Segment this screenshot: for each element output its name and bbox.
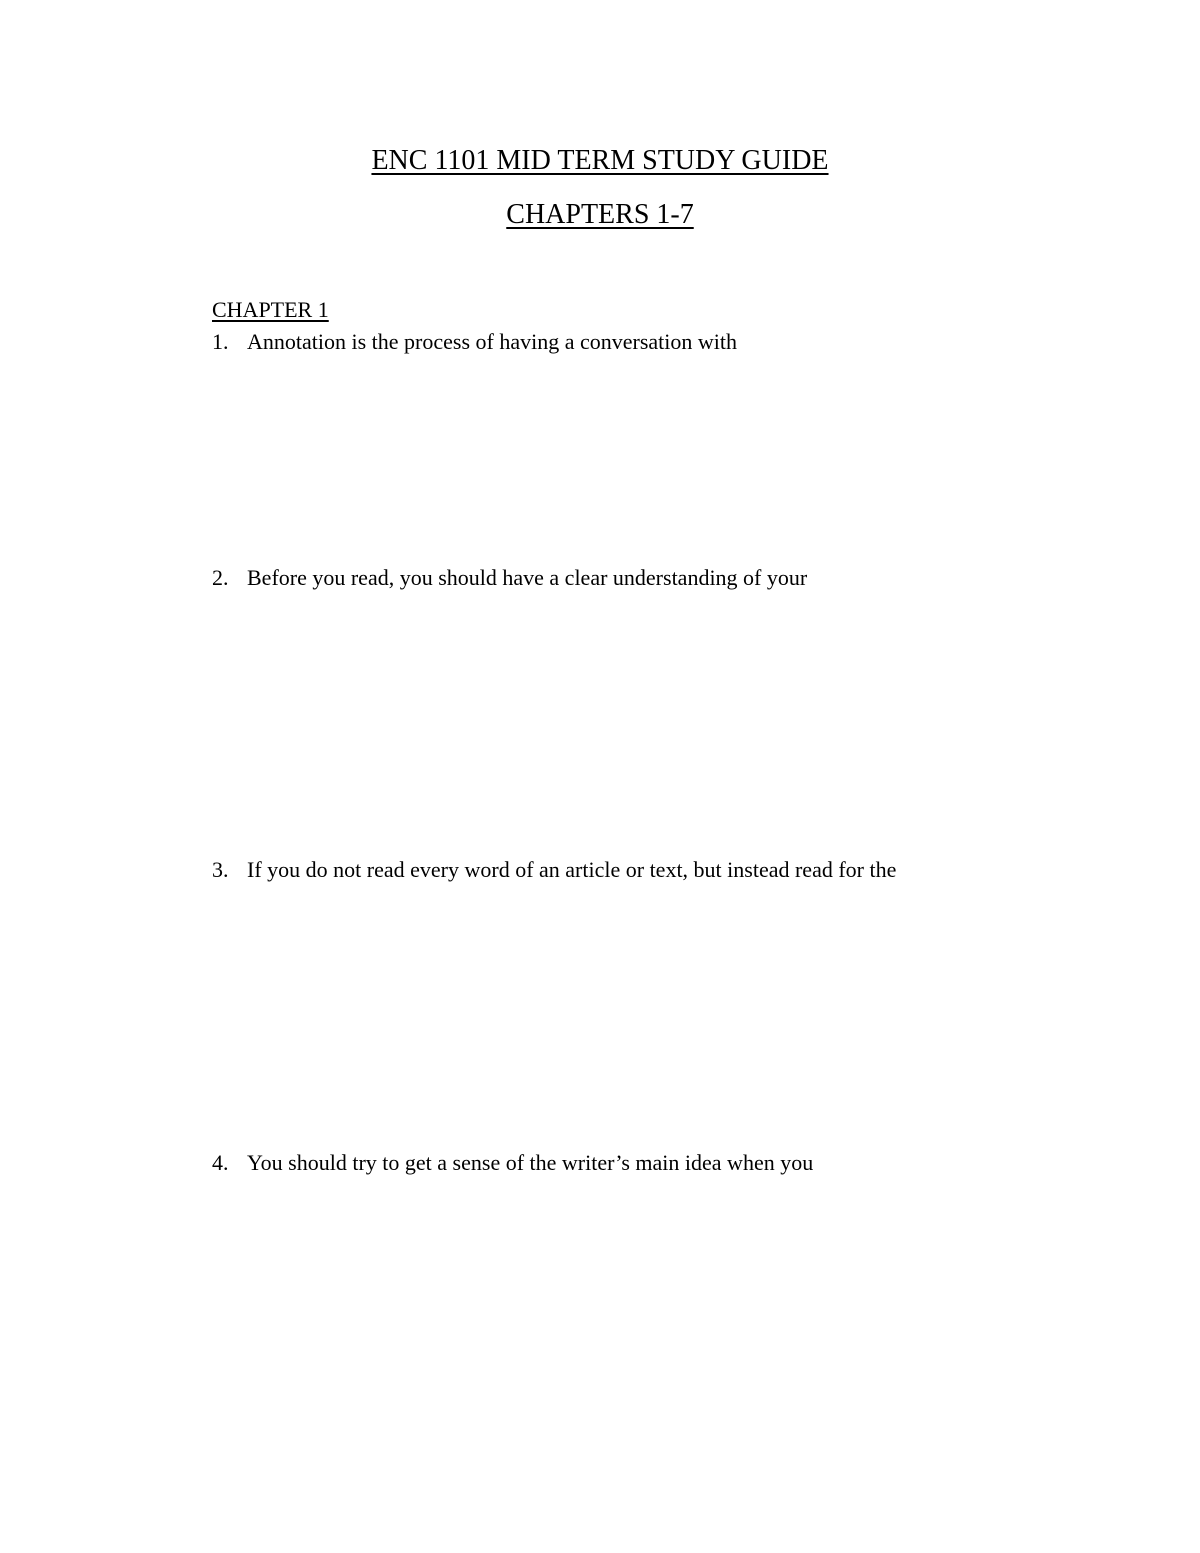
question-item <box>212 1150 813 1176</box>
page-title: ENC 1101 MID TERM STUDY GUIDE <box>371 145 829 176</box>
question-item <box>212 565 807 591</box>
question-text: If you do not read every word of an article or text, but instead read for the <box>247 857 897 882</box>
question-number: 4. <box>212 1150 229 1175</box>
question-text: You should try to get a sense of the writer’s main idea when you <box>247 1150 814 1175</box>
question-number: 1. <box>212 329 229 354</box>
question-item <box>212 329 737 355</box>
page-subtitle: CHAPTERS 1-7 <box>506 199 694 230</box>
question-text: Before you read, you should have a clear understanding of your <box>247 565 808 590</box>
question-text: Annotation is the process of having a conversation with <box>247 329 738 354</box>
question-item <box>212 857 896 883</box>
question-number: 2. <box>212 565 229 590</box>
question-number: 3. <box>212 857 229 882</box>
chapter-heading: CHAPTER 1 <box>212 297 329 322</box>
